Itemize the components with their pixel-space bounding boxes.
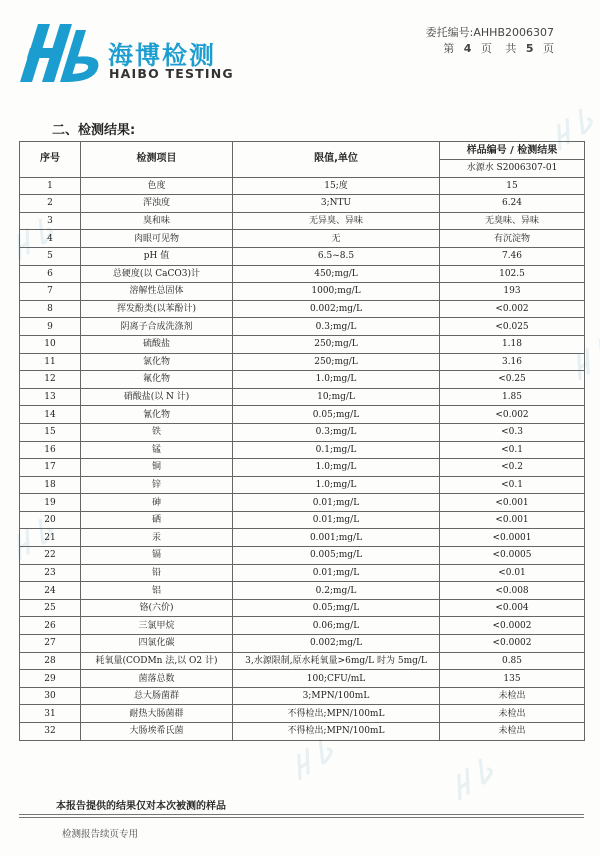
table-row — [20, 582, 585, 600]
cell-result: 193 — [440, 283, 585, 301]
cell-limit: 1.0;mg/L — [233, 459, 440, 477]
cell-limit: 100;CFU/mL — [233, 670, 440, 688]
cell-no: 29 — [20, 670, 81, 688]
cell-result: <0.0002 — [440, 617, 585, 635]
cell-item: 铝 — [81, 582, 233, 600]
cell-item: 臭和味 — [81, 212, 233, 230]
cell-no: 21 — [20, 529, 81, 547]
table-row — [20, 564, 585, 582]
table-row — [20, 265, 585, 283]
cell-result: 15 — [440, 177, 585, 195]
cell-no: 5 — [20, 247, 81, 265]
cell-result: <0.008 — [440, 582, 585, 600]
table-row — [20, 300, 585, 318]
cell-limit: 0.3;mg/L — [233, 318, 440, 336]
page-total: 5 — [525, 42, 534, 55]
cell-limit: 6.5~8.5 — [233, 247, 440, 265]
cell-result: <0.1 — [440, 441, 585, 459]
cell-no: 22 — [20, 547, 81, 565]
page-unit: 页 — [480, 42, 492, 55]
cell-no: 8 — [20, 300, 81, 318]
cell-item: pH 值 — [81, 247, 233, 265]
table-row — [20, 283, 585, 301]
cell-item: 锌 — [81, 476, 233, 494]
cell-result: 1.85 — [440, 388, 585, 406]
cell-item: 氰化物 — [81, 406, 233, 424]
table-row — [20, 195, 585, 213]
cell-item: 硒 — [81, 511, 233, 529]
logo-english-name: HAIBO TESTING — [109, 66, 234, 81]
table-row — [20, 705, 585, 723]
cell-result: <0.25 — [440, 371, 585, 389]
logo-chinese-name: 海博检测 — [108, 41, 217, 70]
cell-limit: 0.3;mg/L — [233, 423, 440, 441]
table-row — [20, 547, 585, 565]
page-current: 4 — [463, 42, 472, 55]
cell-item: 铜 — [81, 459, 233, 477]
cell-item: 锰 — [81, 441, 233, 459]
cell-limit: 0.001;mg/L — [233, 529, 440, 547]
cell-item: 铅 — [81, 564, 233, 582]
cell-no: 28 — [20, 652, 81, 670]
cell-item: 色度 — [81, 177, 233, 195]
cell-item: 硫酸盐 — [81, 335, 233, 353]
cell-limit: 250;mg/L — [233, 353, 440, 371]
cell-no: 13 — [20, 388, 81, 406]
cell-no: 2 — [20, 195, 81, 213]
column-header-no: 序号 — [20, 142, 81, 178]
table-row — [20, 177, 585, 195]
table-row — [20, 353, 585, 371]
results-table — [19, 141, 585, 741]
cell-result: <0.01 — [440, 564, 585, 582]
cell-item: 菌落总数 — [81, 670, 233, 688]
cell-limit: 0.06;mg/L — [233, 617, 440, 635]
page-total-prefix: 共 — [505, 42, 517, 55]
table-body — [20, 177, 585, 740]
cell-no: 7 — [20, 283, 81, 301]
cell-item: 肉眼可见物 — [81, 230, 233, 248]
table-row — [20, 723, 585, 741]
cell-limit: 0.05;mg/L — [233, 406, 440, 424]
cell-limit: 3;MPN/100mL — [233, 687, 440, 705]
cell-no: 31 — [20, 705, 81, 723]
cell-result: 102.5 — [440, 265, 585, 283]
cell-item: 耐热大肠菌群 — [81, 705, 233, 723]
table-row — [20, 335, 585, 353]
cell-limit: 0.01;mg/L — [233, 494, 440, 512]
cell-no: 3 — [20, 212, 81, 230]
cell-result: <0.001 — [440, 494, 585, 512]
cell-item: 砷 — [81, 494, 233, 512]
cell-result: 6.24 — [440, 195, 585, 213]
column-header-limit: 限值,单位 — [233, 142, 440, 178]
cell-limit: 15;度 — [233, 177, 440, 195]
cell-limit: 1000;mg/L — [233, 283, 440, 301]
cell-no: 26 — [20, 617, 81, 635]
table-row — [20, 212, 585, 230]
cell-item: 三氯甲烷 — [81, 617, 233, 635]
cell-no: 4 — [20, 230, 81, 248]
cell-result: <0.025 — [440, 318, 585, 336]
cell-no: 20 — [20, 511, 81, 529]
cell-result: 有沉淀物 — [440, 230, 585, 248]
table-row — [20, 247, 585, 265]
cell-item: 大肠埃希氏菌 — [81, 723, 233, 741]
cell-item: 氯化物 — [81, 353, 233, 371]
cell-result: 3.16 — [440, 353, 585, 371]
cell-limit: 1.0;mg/L — [233, 371, 440, 389]
table-row — [20, 511, 585, 529]
cell-limit: 不得检出;MPN/100mL — [233, 705, 440, 723]
cell-no: 11 — [20, 353, 81, 371]
table-row — [20, 388, 585, 406]
entrust-number-label: 委托编号: — [425, 26, 474, 39]
cell-result: <0.0001 — [440, 529, 585, 547]
table-row — [20, 652, 585, 670]
cell-result: 0.85 — [440, 652, 585, 670]
company-logo — [20, 22, 234, 86]
cell-result: 1.18 — [440, 335, 585, 353]
cell-result: <0.004 — [440, 599, 585, 617]
hb-logo-icon — [20, 22, 104, 84]
cell-no: 1 — [20, 177, 81, 195]
cell-no: 14 — [20, 406, 81, 424]
cell-item: 汞 — [81, 529, 233, 547]
cell-limit: 0.002;mg/L — [233, 635, 440, 653]
table-row — [20, 617, 585, 635]
table-row — [20, 441, 585, 459]
cell-no: 9 — [20, 318, 81, 336]
cell-result: 未检出 — [440, 723, 585, 741]
cell-result: 未检出 — [440, 705, 585, 723]
table-row — [20, 230, 585, 248]
cell-no: 18 — [20, 476, 81, 494]
table-row — [20, 635, 585, 653]
cell-result: 7.46 — [440, 247, 585, 265]
table-header-row — [20, 142, 585, 160]
cell-no: 15 — [20, 423, 81, 441]
cell-result: <0.002 — [440, 300, 585, 318]
cell-limit: 250;mg/L — [233, 335, 440, 353]
table-row — [20, 406, 585, 424]
cell-item: 浑浊度 — [81, 195, 233, 213]
cell-limit: 450;mg/L — [233, 265, 440, 283]
footer-divider — [19, 817, 584, 818]
entrust-number-line — [426, 25, 554, 41]
cell-no: 30 — [20, 687, 81, 705]
cell-item: 溶解性总固体 — [81, 283, 233, 301]
table-row — [20, 459, 585, 477]
cell-item: 总硬度(以 CaCO3)计 — [81, 265, 233, 283]
page-indicator — [426, 41, 554, 57]
cell-no: 27 — [20, 635, 81, 653]
cell-no: 32 — [20, 723, 81, 741]
cell-limit: 0.05;mg/L — [233, 599, 440, 617]
column-header-result: 样品编号 / 检测结果 — [440, 142, 585, 160]
footer-divider — [19, 814, 584, 815]
cell-limit: 3,水源限制,原水耗氧量>6mg/L 时为 5mg/L — [233, 652, 440, 670]
cell-item: 阴离子合成洗涤剂 — [81, 318, 233, 336]
column-header-item: 检测项目 — [81, 142, 233, 178]
continuation-note: 检测报告续页专用 — [62, 829, 139, 840]
cell-result: <0.0005 — [440, 547, 585, 565]
cell-result: <0.0002 — [440, 635, 585, 653]
cell-no: 24 — [20, 582, 81, 600]
cell-item: 总大肠菌群 — [81, 687, 233, 705]
hb-watermark-icon — [447, 758, 494, 800]
page-prefix: 第 — [443, 42, 455, 55]
cell-limit: 无异臭、异味 — [233, 212, 440, 230]
sample-id: 水源水 S2006307-01 — [440, 160, 585, 178]
cell-limit: 3;NTU — [233, 195, 440, 213]
cell-item: 硝酸盐(以 N 计) — [81, 388, 233, 406]
table-row — [20, 670, 585, 688]
cell-no: 10 — [20, 335, 81, 353]
cell-limit: 0.01;mg/L — [233, 564, 440, 582]
hb-watermark-icon — [287, 738, 334, 780]
cell-limit: 0.002;mg/L — [233, 300, 440, 318]
cell-item: 铬(六价) — [81, 599, 233, 617]
section-title: 二、检测结果: — [52, 123, 136, 138]
table-row — [20, 476, 585, 494]
cell-no: 6 — [20, 265, 81, 283]
table-row — [20, 371, 585, 389]
table-row — [20, 318, 585, 336]
cell-limit: 不得检出;MPN/100mL — [233, 723, 440, 741]
table-row — [20, 529, 585, 547]
cell-result: 135 — [440, 670, 585, 688]
table-row — [20, 494, 585, 512]
cell-limit: 10;mg/L — [233, 388, 440, 406]
cell-result: 无臭味、异味 — [440, 212, 585, 230]
cell-item: 挥发酚类(以苯酚计) — [81, 300, 233, 318]
page-total-unit: 页 — [543, 42, 554, 55]
cell-item: 氟化物 — [81, 371, 233, 389]
cell-no: 17 — [20, 459, 81, 477]
footer-note: 本报告提供的结果仅对本次被测的样品 — [56, 801, 226, 812]
cell-result: 未检出 — [440, 687, 585, 705]
cell-result: <0.002 — [440, 406, 585, 424]
cell-item: 铁 — [81, 423, 233, 441]
cell-no: 16 — [20, 441, 81, 459]
cell-limit: 0.2;mg/L — [233, 582, 440, 600]
cell-no: 25 — [20, 599, 81, 617]
cell-result: <0.001 — [440, 511, 585, 529]
cell-result: <0.3 — [440, 423, 585, 441]
cell-limit: 1.0;mg/L — [233, 476, 440, 494]
table-row — [20, 687, 585, 705]
cell-no: 19 — [20, 494, 81, 512]
table-row — [20, 423, 585, 441]
cell-item: 镉 — [81, 547, 233, 565]
entrust-number: AHHB2006307 — [473, 26, 554, 39]
cell-item: 四氯化碳 — [81, 635, 233, 653]
cell-result: <0.2 — [440, 459, 585, 477]
cell-result: <0.1 — [440, 476, 585, 494]
cell-no: 12 — [20, 371, 81, 389]
cell-item: 耗氧量(CODMn 法,以 O2 计) — [81, 652, 233, 670]
cell-limit: 0.005;mg/L — [233, 547, 440, 565]
cell-limit: 无 — [233, 230, 440, 248]
table-row — [20, 599, 585, 617]
cell-limit: 0.01;mg/L — [233, 511, 440, 529]
cell-no: 23 — [20, 564, 81, 582]
report-reference — [426, 25, 554, 57]
cell-limit: 0.1;mg/L — [233, 441, 440, 459]
